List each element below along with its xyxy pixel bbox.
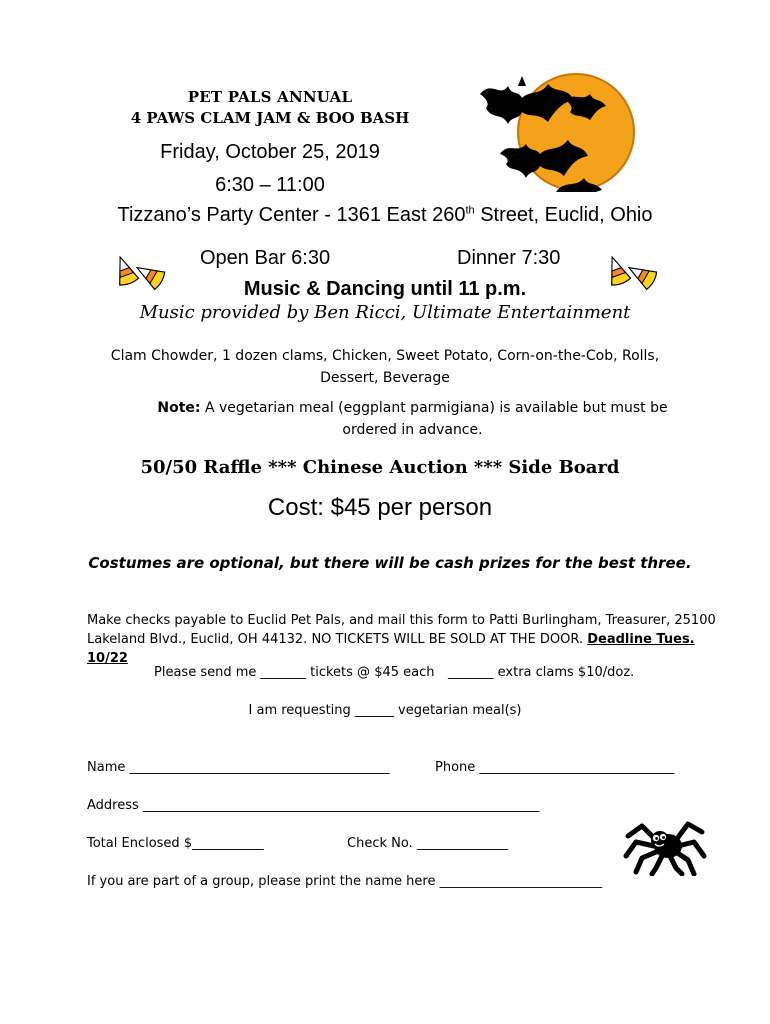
venue-text-pre: Tizzano’s Party Center - 1361 East 260 [117, 204, 466, 226]
bats-moon-icon [478, 72, 638, 192]
spider-icon [622, 812, 708, 876]
note-label: Note: [157, 400, 201, 416]
music-dancing-line: Music & Dancing until 11 p.m. [243, 278, 527, 300]
event-date: Friday, October 25, 2019 [160, 141, 380, 163]
open-bar-time: Open Bar 6:30 [200, 247, 331, 269]
dinner-time: Dinner 7:30 [457, 247, 561, 269]
address-field[interactable]: Address _____________________________________________________________ [87, 798, 540, 813]
vegetarian-note [150, 397, 675, 441]
venue-superscript: th [465, 204, 475, 217]
deadline-text: Deadline Tues. 10/22 [87, 632, 695, 666]
event-time: 6:30 – 11:00 [215, 174, 325, 196]
cost-line: Cost: $45 per person [267, 494, 493, 521]
note-text: A vegetarian meal (eggplant parmigiana) is available but must be ordered in advance. [204, 400, 668, 438]
extra-clams-field[interactable]: _______ extra clams $10/doz. [448, 665, 635, 680]
event-title-line2: 4 PAWS CLAM JAM & BOO BASH [130, 109, 410, 127]
instructions-text: Make checks payable to Euclid Pet Pals, and mail this form to Patti Burlingham, Treasurer, 25100 Lakeland Blvd., Euclid, OH 44132. NO TICKETS WILL BE SOLD AT THE DOOR. [87, 613, 716, 647]
event-venue [0, 204, 770, 227]
candy-corn-icon [112, 250, 174, 292]
check-number-field[interactable]: Check No. ______________ [347, 836, 508, 851]
venue-text-post: Street, Euclid, Ohio [474, 204, 653, 226]
phone-field[interactable]: Phone ______________________________ [435, 760, 675, 775]
music-provider-line: Music provided by Ben Ricci, Ultimate Entertainment [139, 302, 631, 323]
total-enclosed-field[interactable]: Total Enclosed $___________ [87, 836, 264, 851]
event-title-line1: PET PALS ANNUAL [187, 88, 353, 106]
vegetarian-meals-field[interactable]: I am requesting ______ vegetarian meal(s) [248, 703, 522, 718]
group-name-field[interactable]: If you are part of a group, please print the name here _________________________ [87, 874, 603, 889]
payment-instructions [87, 611, 727, 668]
costume-note: Costumes are optional, but there will be cash prizes for the best three. [88, 554, 692, 572]
name-field[interactable]: Name ________________________________________ [87, 760, 390, 775]
menu-items: Clam Chowder, 1 dozen clams, Chicken, Sweet Potato, Corn-on-the-Cob, Rolls, Dessert, Beverage [110, 348, 660, 386]
candy-corn-icon [604, 250, 666, 292]
raffle-auction-line: 50/50 Raffle *** Chinese Auction *** Side Board [140, 457, 620, 478]
tickets-request-field[interactable]: Please send me _______ tickets @ $45 each [154, 665, 435, 680]
